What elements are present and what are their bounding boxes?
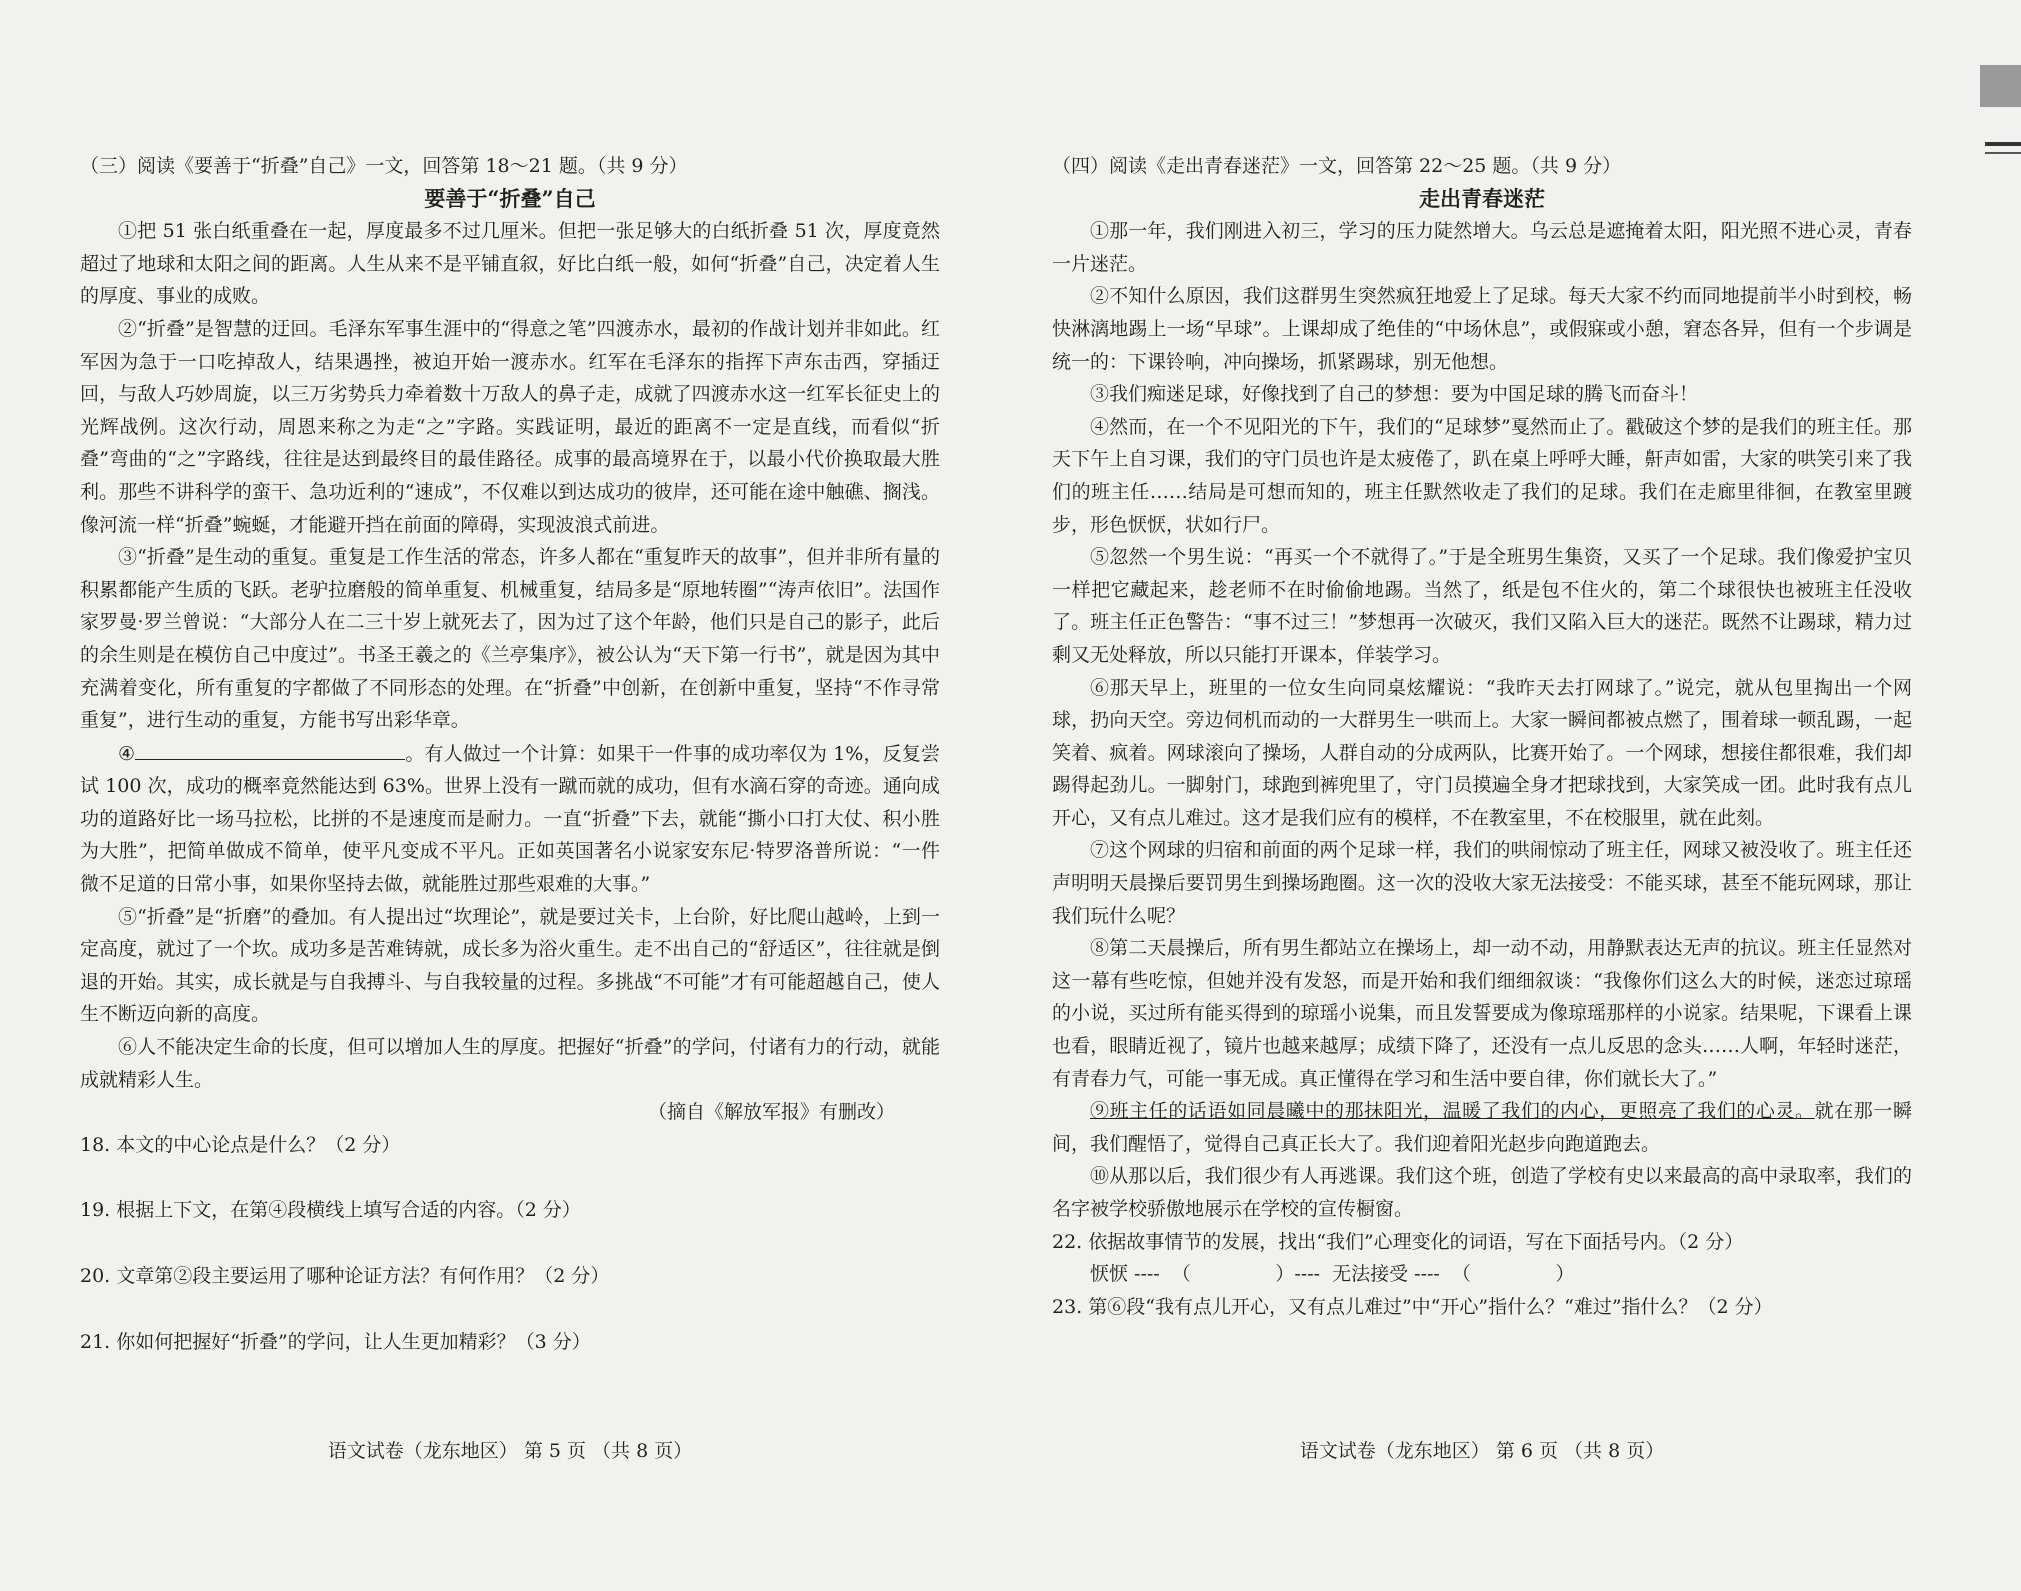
left-page	[80, 150, 940, 1358]
footer-page-6: 语文试卷（龙东地区） 第 6 页 （共 8 页）	[1299, 1440, 1665, 1462]
footer-page-5: 语文试卷（龙东地区） 第 5 页 （共 8 页）	[327, 1440, 693, 1462]
scan-edge-mark-2	[1985, 152, 2021, 154]
article-title-youth: 走出青春迷茫	[1419, 185, 1545, 211]
paragraph-9	[1052, 1095, 1912, 1160]
question-21: 21. 你如何把握好“折叠”的学问，让人生更加精彩？（3 分）	[80, 1330, 591, 1353]
paragraph-2: ②不知什么原因，我们这群男生突然疯狂地爱上了足球。每天大家不约而同地提前半小时到校，畅快淋漓地踢上一场“早球”。上课却成了绝佳的“中场休息”，或假寐或小憩，窘态各异，但有一个步调是统一的：下课铃响，冲向操场，抓紧踢球，别无他想。	[1052, 285, 1912, 373]
paragraph-10: ⑩从那以后，我们很少有人再逃课。我们这个班，创造了学校有史以来最高的高中录取率，我们的名字被学校骄傲地展示在学校的宣传橱窗。	[1052, 1165, 1912, 1220]
paragraph-3: ③“折叠”是生动的重复。重复是工作生活的常态，许多人都在“重复昨天的故事”，但并非所有量的积累都能产生质的飞跃。老驴拉磨般的简单重复、机械重复，结局多是“原地转圈”“涛声依旧”。法国作家罗曼·罗兰曾说：“大部分人在二三十岁上就死去了，因为过了这个年龄，他们只是自己的影子，此后的余生则是在模仿自己中度过”。书圣王羲之的《兰亭集序》，被公认为“天下第一行书”，就是因为其中充满着变化，所有重复的字都做了不同形态的处理。在“折叠”中创新，在创新中重复，坚持“不作寻常重复”，进行生动的重复，方能书写出彩华章。	[80, 546, 940, 732]
paragraph-8: ⑧第二天晨操后，所有男生都站立在操场上，却一动不动，用静默表达无声的抗议。班主任显然对这一幕有些吃惊，但她并没有发怒，而是开始和我们细细叙谈：“我像你们这么大的时候，迷恋过琼瑶的小说，买过所有能买得到的琼瑶小说集，而且发誓要成为像琼瑶那样的小说家。结果呢，下课看上课也看，眼睛近视了，镜片也越来越厚；成绩下降了，还没有一点儿反思的念头……人啊，年轻时迷茫，有青春力气，可能一事无成。真正懂得在学习和生活中要自律，你们就长大了。”	[1052, 937, 1912, 1090]
article-title-fold: 要善于“折叠”自己	[424, 185, 596, 211]
question-19: 19. 根据上下文，在第④段横线上填写合适的内容。（2 分）	[80, 1199, 581, 1222]
paragraph-9-text: 就在那一瞬间，我们醒悟了，觉得自己真正长大了。我们迎着阳光赵步向跑道跑去。	[1052, 1100, 1912, 1155]
question-22-answer-row[interactable]: 恹恹 ---- （ ）---- 无法接受 ---- （ ）	[1090, 1263, 1575, 1286]
paragraph-6: ⑥那天早上，班里的一位女生向同桌炫耀说：“我昨天去打网球了。”说完，就从包里掏出一个网球，扔向天空。旁边伺机而动的一大群男生一哄而上。大家一瞬间都被点燃了，围着球一顿乱踢，一起笑着、疯着。网球滚向了操场，人群自动的分成两队，比赛开始了。一个网球，想接住都很难，我们却踢得起劲儿。一脚射门，球跑到裤兜里了，守门员摸遍全身才把球找到，大家笑成一团。此时我有点儿开心，又有点儿难过。这才是我们应有的模样，不在教室里，不在校服里，就在此刻。	[1052, 676, 1912, 829]
paragraph-2: ②“折叠”是智慧的迂回。毛泽东军事生涯中的“得意之笔”四渡赤水，最初的作战计划并非如此。红军因为急于一口吃掉敌人，结果遇挫，被迫开始一渡赤水。红军在毛泽东的指挥下声东击西，穿插迂回，与敌人巧妙周旋，以三万劣势兵力牵着数十万敌人的鼻子走，成就了四渡赤水这一红军长征史上的光辉战例。这次行动，周恩来称之为走“之”字路。实践证明，最近的距离不一定是直线，而看似“折叠”弯曲的“之”字路线，往往是达到最终目的最佳路径。成事的最高境界在于，以最小代价换取最大胜利。那些不讲科学的蛮干、急功近利的“速成”，不仅难以到达成功的彼岸，还可能在途中触礁、搁浅。像河流一样“折叠”蜿蜒，才能避开挡在前面的障碍，实现波浪式前进。	[80, 317, 940, 536]
question-23: 23. 第⑥段“我有点儿开心，又有点儿难过”中“开心”指什么？“难过”指什么？（2 分）	[1052, 1295, 1773, 1318]
paragraph-4-number: ④	[118, 742, 136, 765]
section-header-3: （三）阅读《要善于“折叠”自己》一文，回答第 18～21 题。（共 9 分）	[80, 155, 688, 177]
paragraph-6: ⑥人不能决定生命的长度，但可以增加人生的厚度。把握好“折叠”的学问，付诸有力的行动，就能成就精彩人生。	[80, 1036, 940, 1091]
paragraph-4	[80, 737, 940, 901]
paragraph-3: ③我们痴迷足球，好像找到了自己的梦想：要为中国足球的腾飞而奋斗！	[1090, 383, 1699, 406]
right-page	[1052, 150, 1912, 1323]
scan-edge-tab	[1980, 65, 2021, 107]
paragraph-1: ①那一年，我们刚进入初三，学习的压力陡然增大。乌云总是遮掩着太阳，阳光照不进心灵，青春一片迷茫。	[1052, 220, 1912, 275]
paragraph-5: ⑤“折叠”是“折磨”的叠加。有人提出过“坎理论”，就是要过关卡，上台阶，好比爬山越岭，上到一定高度，就过了一个坎。成功多是苦难铸就，成长多为浴火重生。走不出自己的“舒适区”，往往就是倒退的开始。其实，成长就是与自我搏斗、与自我较量的过程。多挑战“不可能”才有可能超越自己，使人生不断迈向新的高度。	[80, 905, 940, 1026]
paragraph-1: ①把 51 张白纸重叠在一起，厚度最多不过几厘米。但把一张足够大的白纸折叠 51 次，厚度竟然超过了地球和太阳之间的距离。人生从来不是平铺直叙，好比白纸一般，如何“折叠”自己，决定着人生的厚度、事业的成败。	[80, 220, 940, 308]
paragraph-9-underlined-sentence: ⑨班主任的话语如同晨曦中的那抹阳光，温暖了我们的内心，更照亮了我们的心灵。	[1090, 1100, 1815, 1123]
question-22: 22. 依据故事情节的发展，找出“我们”心理变化的词语，写在下面括号内。（2 分）	[1052, 1230, 1744, 1253]
paragraph-4-text: 。有人做过一个计算：如果干一件事的成功率仅为 1%，反复尝试 100 次，成功的概率竟然能达到 63%。世界上没有一蹴而就的成功，但有水滴石穿的奇迹。通向成功的道路好比一场马拉松，比拼的不是速度而是耐力。一直“折叠”下去，就能“撕小口打大仗、积小胜为大胜”，把简单做成不简单，使平凡变成不平凡。正如英国著名小说家安东尼·特罗洛普所说：“一件微不足道的日常小事，如果你坚持去做，就能胜过那些艰难的大事。”	[80, 742, 940, 896]
article-source: （摘自《解放军报》有删改）	[647, 1101, 895, 1124]
paragraph-4: ④然而，在一个不见阳光的下午，我们的“足球梦”戛然而止了。戳破这个梦的是我们的班主任。那天下午上自习课，我们的守门员也许是太疲倦了，趴在桌上呼呼大睡，鼾声如雷，大家的哄笑引来了我们的班主任……结局是可想而知的，班主任默然收走了我们的足球。我们在走廊里徘徊，在教室里踱步，形色恹恹，状如行尸。	[1052, 415, 1912, 536]
question-18: 18. 本文的中心论点是什么？（2 分）	[80, 1133, 401, 1156]
section-header-4: （四）阅读《走出青春迷茫》一文，回答第 22～25 题。（共 9 分）	[1052, 155, 1622, 177]
paragraph-5: ⑤忽然一个男生说：“再买一个不就得了。”于是全班男生集资，又买了一个足球。我们像爱护宝贝一样把它藏起来，趁老师不在时偷偷地踢。当然了，纸是包不住火的，第二个球很快也被班主任没收了。班主任正色警告：“事不过三！”梦想再一次破灭，我们又陷入巨大的迷茫。既然不让踢球，精力过剩又无处释放，所以只能打开课本，佯装学习。	[1052, 546, 1912, 666]
question-20: 20. 文章第②段主要运用了哪种论证方法？有何作用？（2 分）	[80, 1265, 610, 1287]
scan-edge-mark	[1985, 142, 2021, 146]
fill-in-blank-line[interactable]	[135, 737, 405, 760]
paragraph-7: ⑦这个网球的归宿和前面的两个足球一样，我们的哄闹惊动了班主任，网球又被没收了。班主任还声明明天晨操后要罚男生到操场跑圈。这一次的没收大家无法接受：不能买球，甚至不能玩网球，那让我们玩什么呢？	[1052, 839, 1912, 927]
